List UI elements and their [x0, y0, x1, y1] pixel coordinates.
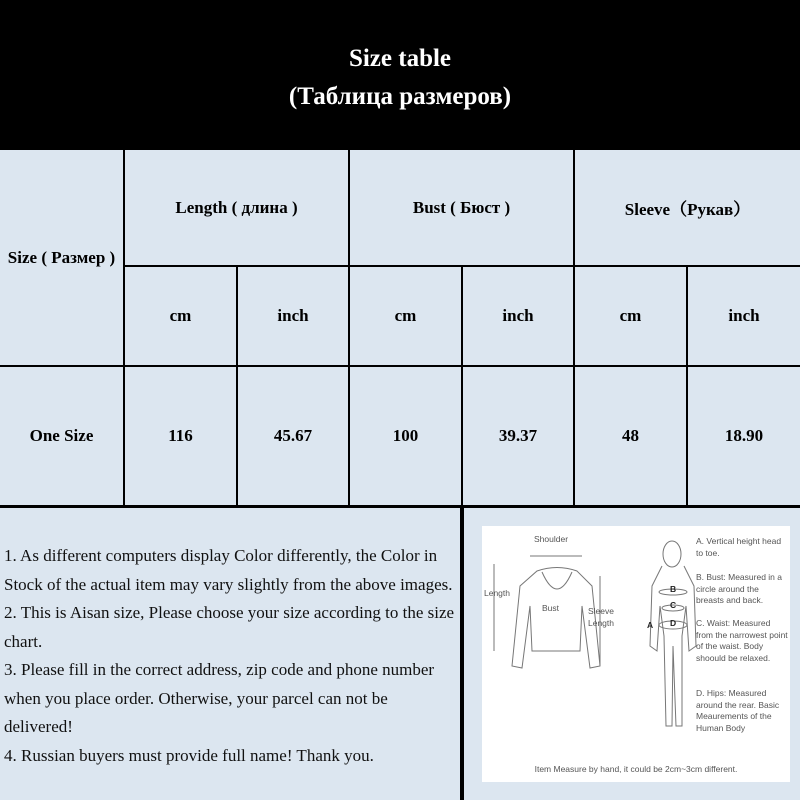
legend-d: D. Hips: Measured around the rear. Basic Meaurements of the Human Body: [696, 688, 780, 733]
subtitle: (Таблица размеров): [288, 83, 512, 110]
legend-b: B. Bust: Measured in a circle around the breasts and back.: [696, 572, 782, 605]
letter-b: B: [670, 584, 677, 594]
group-sleeve: Sleeve（Рукав）: [575, 150, 800, 265]
letter-c: C: [670, 600, 677, 610]
unit-cell: inch: [688, 267, 800, 365]
note: 2. This is Aisan size, Please choose your size according to the size chart.: [4, 603, 455, 651]
note: 4. Russian buyers must provide full name! Thank you.: [4, 745, 374, 765]
legend-c: C. Waist: Measured from the narrowest point of the waist. Body shoould be relaxed.: [696, 618, 788, 663]
notes: [0, 508, 460, 800]
unit-cell: cm: [125, 267, 236, 365]
diagram-footer: Item Measure by hand, it could be 2cm~3cm different.: [534, 764, 738, 774]
label-length: Length: [484, 588, 510, 598]
legend-a: A. Vertical height head to toe.: [696, 536, 782, 558]
size-cell: One Size: [0, 367, 123, 505]
group-bust: Bust ( Бюст ): [350, 150, 573, 265]
value-cell: 100: [350, 367, 461, 505]
value-cell: 45.67: [238, 367, 348, 505]
page-header: [0, 0, 800, 148]
title: Size table: [348, 45, 452, 72]
letter-a: A: [647, 620, 654, 630]
note: 3. Please fill in the correct address, zip code and phone number when you place order. Otherwise, your parcel can not be delivered!: [4, 660, 435, 736]
measurement-diagram-panel: [464, 508, 800, 800]
unit-cell: cm: [575, 267, 686, 365]
unit-cell: inch: [463, 267, 573, 365]
note: 1. As different computers display Color differently, the Color in Stock of the actual item may vary slightly from the above images.: [4, 546, 453, 594]
value-cell: 39.37: [463, 367, 573, 505]
group-length: Length ( длина ): [125, 150, 348, 265]
value-cell: 116: [125, 367, 236, 505]
unit-cell: inch: [238, 267, 348, 365]
measurement-diagram: [482, 526, 790, 782]
label-sleeve: Sleeve Length: [588, 606, 614, 628]
value-cell: 48: [575, 367, 686, 505]
label-shoulder: Shoulder: [534, 534, 569, 544]
label-bust: Bust: [542, 603, 560, 613]
value-cell: 18.90: [688, 367, 800, 505]
size-header: Size ( Размер ): [0, 150, 123, 365]
unit-cell: cm: [350, 267, 461, 365]
letter-d: D: [670, 618, 677, 628]
